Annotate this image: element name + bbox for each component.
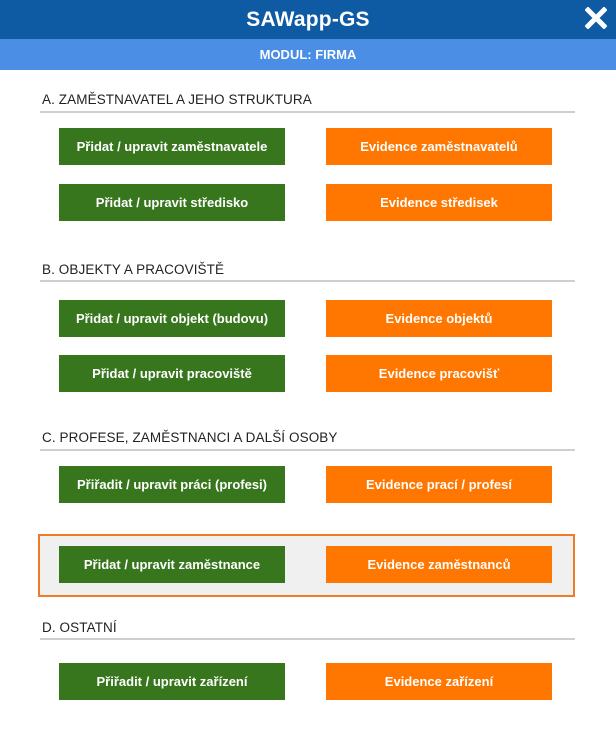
add-edit-workplace-button[interactable]: Přidat / upravit pracoviště xyxy=(59,355,285,392)
section-divider xyxy=(40,111,575,113)
section-heading-professions: C. PROFESE, ZAMĚSTNANCI A DALŠÍ OSOBY xyxy=(42,430,338,445)
section-divider xyxy=(40,280,575,282)
close-icon[interactable] xyxy=(585,7,607,29)
close-button[interactable] xyxy=(585,7,607,29)
section-divider xyxy=(40,449,575,451)
module-label: MODUL: FIRMA xyxy=(259,47,357,62)
profession-records-button[interactable]: Evidence prací / profesí xyxy=(326,466,552,503)
section-heading-objects: B. OBJEKTY A PRACOVIŠTĚ xyxy=(42,262,225,277)
module-bar xyxy=(0,39,616,70)
section-heading-other: D. OSTATNÍ xyxy=(42,620,117,635)
add-edit-employee-button[interactable]: Přidat / upravit zaměstnance xyxy=(59,546,285,583)
section-heading-employer: A. ZAMĚSTNAVATEL A JEHO STRUKTURA xyxy=(42,92,312,107)
employer-records-button[interactable]: Evidence zaměstnavatelů xyxy=(326,128,552,165)
section-divider xyxy=(40,638,575,640)
workplace-records-button[interactable]: Evidence pracovišť xyxy=(326,355,552,392)
assign-edit-profession-button[interactable]: Přiřadit / upravit práci (profesi) xyxy=(59,466,285,503)
assign-edit-equipment-button[interactable]: Přiřadit / upravit zařízení xyxy=(59,663,285,700)
equipment-records-button[interactable]: Evidence zařízení xyxy=(326,663,552,700)
title-bar xyxy=(0,0,616,39)
add-edit-object-button[interactable]: Přidat / upravit objekt (budovu) xyxy=(59,300,285,337)
center-records-button[interactable]: Evidence středisek xyxy=(326,184,552,221)
add-edit-employer-button[interactable]: Přidat / upravit zaměstnavatele xyxy=(59,128,285,165)
employee-records-button[interactable]: Evidence zaměstnanců xyxy=(326,546,552,583)
app-title: SAWapp-GS xyxy=(246,7,370,31)
add-edit-center-button[interactable]: Přidat / upravit středisko xyxy=(59,184,285,221)
object-records-button[interactable]: Evidence objektů xyxy=(326,300,552,337)
